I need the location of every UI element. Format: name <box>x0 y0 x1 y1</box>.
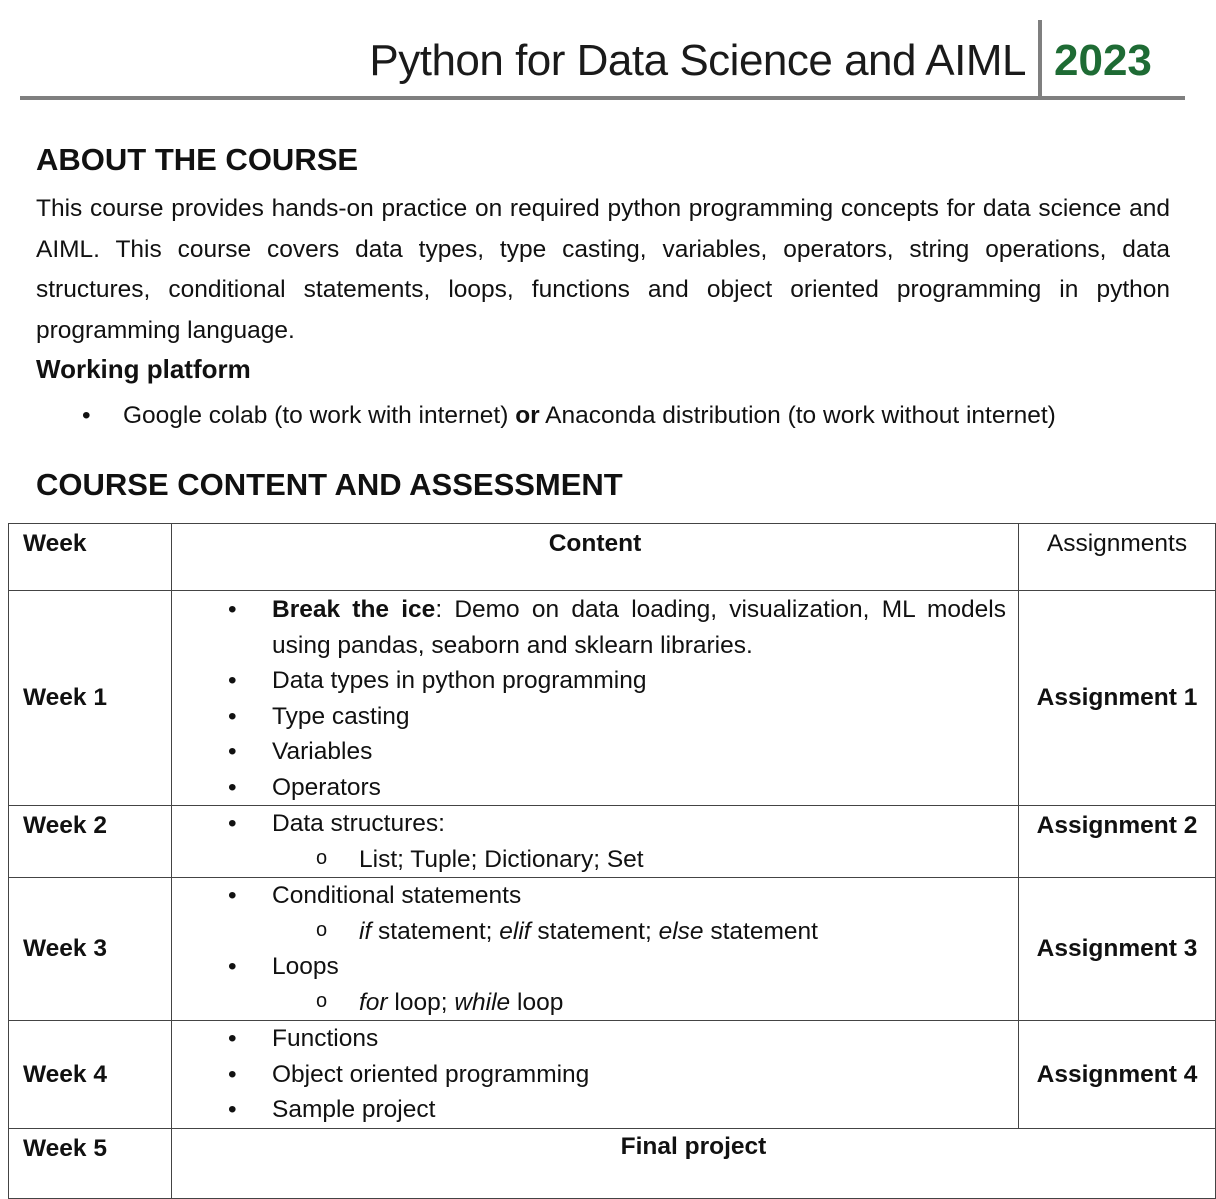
content-item-text: Conditional statements <box>272 882 522 909</box>
sub-item <box>272 985 1006 1021</box>
table-row-week-5 <box>9 1129 1216 1199</box>
keyword: if <box>359 917 372 945</box>
week-content <box>172 1021 1019 1129</box>
sub-text: statement <box>703 917 818 945</box>
table-row-week-3 <box>9 878 1216 1021</box>
table-row-week-2 <box>9 806 1216 878</box>
platform-item <box>82 398 1192 434</box>
course-table <box>8 523 1216 1199</box>
col-header-week: Week <box>9 524 172 591</box>
course-heading: COURSE CONTENT AND ASSESSMENT <box>36 467 623 502</box>
intro-bold: Break the ice <box>272 596 436 623</box>
col-header-assignments: Assignments <box>1019 524 1216 591</box>
bullet-icon: • <box>82 402 91 429</box>
document-year: 2023 <box>1054 36 1152 85</box>
sub-item <box>272 914 1006 950</box>
week-content <box>172 591 1019 806</box>
content-item-text: Data structures: <box>272 810 445 837</box>
sub-item: o List; Tuple; Dictionary; Set <box>272 842 1006 878</box>
table-row-week-1 <box>9 591 1216 806</box>
col-header-content: Content <box>172 524 1019 591</box>
content-item: • Type casting <box>172 699 1018 735</box>
platform-option-anaconda: Anaconda distribution (to work without internet) <box>545 402 1056 429</box>
assignment-label: Assignment 1 <box>1019 591 1216 806</box>
content-item: • Sample project <box>172 1092 1018 1128</box>
week-label: Week 4 <box>9 1021 172 1129</box>
week-content <box>172 806 1019 878</box>
platform-option-colab: Google colab (to work with internet) <box>123 402 509 429</box>
intro-rest: : Demo on data loading, visualization, ML models using pandas, seaborn and sklearn libraries. <box>272 596 1006 659</box>
content-item: • Variables <box>172 734 1018 770</box>
keyword: while <box>454 988 511 1016</box>
content-item <box>172 592 1018 663</box>
week-label: Week 1 <box>9 591 172 806</box>
sub-text: loop; <box>387 988 455 1016</box>
keyword: for <box>359 988 388 1016</box>
table-header-row <box>9 524 1216 591</box>
platform-or: or <box>515 402 540 429</box>
header-rule <box>20 96 1185 100</box>
about-paragraph: This course provides hands-on practice on required python programming concepts for data science and AIML. This course covers data types, type casting, variables, operators, string operations, data structures, conditional statements, loops, functions and object oriented programming in python programming language. <box>36 195 1170 345</box>
header-divider <box>1038 20 1042 98</box>
platform-heading: Working platform <box>36 354 251 384</box>
sub-text: statement; <box>530 917 659 945</box>
week-label: Week 3 <box>9 878 172 1021</box>
week-label: Week 2 <box>9 806 172 878</box>
content-item <box>172 949 1018 1020</box>
content-item: • Operators <box>172 770 1018 806</box>
keyword: elif <box>499 917 531 945</box>
document-title: Python for Data Science and AIML <box>369 36 1026 85</box>
assignment-label: Assignment 2 <box>1019 806 1216 878</box>
week-label: Week 5 <box>9 1129 172 1199</box>
assignment-label: Assignment 4 <box>1019 1021 1216 1129</box>
content-item-text: Loops <box>272 953 339 980</box>
keyword: else <box>658 917 704 945</box>
final-project-cell: Final project <box>172 1129 1216 1199</box>
assignment-label: Assignment 3 <box>1019 878 1216 1021</box>
content-item: • Data types in python programming <box>172 663 1018 699</box>
content-item <box>172 806 1018 877</box>
content-item: • Functions <box>172 1021 1018 1057</box>
sub-text: loop <box>510 988 564 1016</box>
sub-text: statement; <box>371 917 500 945</box>
content-item <box>172 878 1018 949</box>
table-row-week-4 <box>9 1021 1216 1129</box>
about-heading: ABOUT THE COURSE <box>36 142 359 177</box>
week-content <box>172 878 1019 1021</box>
content-item: • Object oriented programming <box>172 1057 1018 1093</box>
